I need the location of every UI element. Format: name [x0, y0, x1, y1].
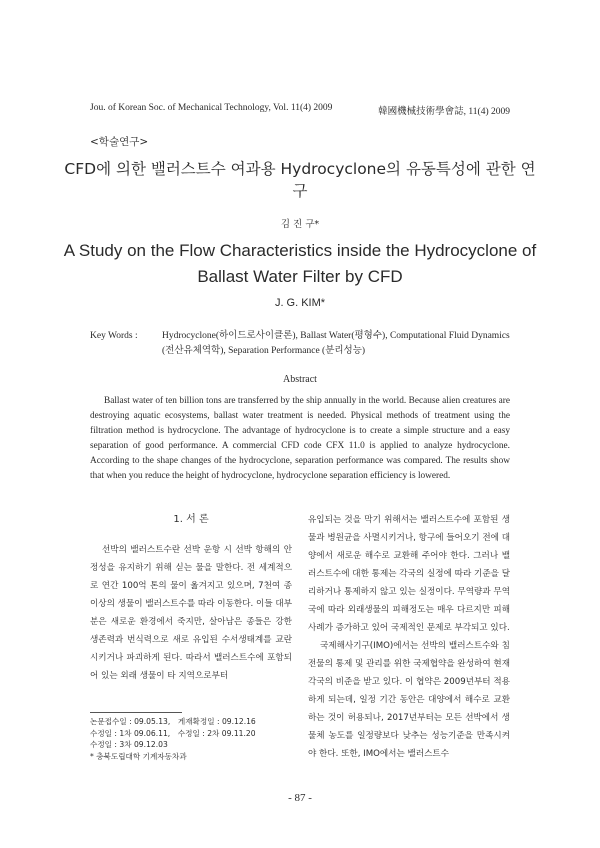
- title-english: A Study on the Flow Characteristics inside the Hydrocyclone of Ballast Water Filter by CFD: [63, 241, 537, 286]
- journal-header-korean: 韓國機械技術學會誌, 11(4) 2009: [378, 107, 510, 117]
- abstract-body: Ballast water of ten billion tons are transferred by the ship annually in the world. Because alien creatures are destroying aquatic ecosystems, ballast water treatment is needed. Physical methods of treatment using the filtration method is hydrocyclone. The advantage of hydrocyclone is to create a simple structure and a easy separation of good performance. A commercial CFD code CFX 11.0 is applied to analyze hydrocyclone. According to the shape changes of the hydrocyclone, separation performance was compared. The results show that when you reduce the height of hydrocyclone, hydrocyclone separation efficiency is lowered.: [90, 396, 510, 481]
- left-column: [90, 511, 292, 685]
- footnote-affiliation: * 충북도립대학 기계자동차과: [90, 751, 187, 761]
- intro-paragraph-right-1: 유입되는 것을 막기 위해서는 밸러스트수에 포함된 생물과 병원균을 사멸시키거나, 항구에 들어오기 전에 대양에서 새로운 해수로 교환해 주어야 한다. 그러나 밸러스트수에 대한 통제는 각국의 실정에 따라 기준을 달리하거나 통제하지 않고 있는 실정이다. 무역량과 무역국에 따라 외래생물의 피해정도는 매우 다르지만 피해사례가 증가하고 있어 국제적인 문제로 부각되고 있다.: [308, 515, 510, 633]
- footnote-divider: [90, 712, 182, 713]
- section-heading-introduction: 1. 서 론: [173, 514, 209, 525]
- footnote-revision-date-3: 수정일 : 3차 09.12.03: [90, 740, 168, 749]
- right-column: [308, 511, 510, 763]
- footnote-received-date: 논문접수일 : 09.05.13, 게재확정일 : 09.12.16: [90, 717, 256, 726]
- keywords-text: Hydrocyclone(하이드로사이클론), Ballast Water(평형수), Computational Fluid Dynamics (전산유체역학), Separation Performance (분리성능): [162, 331, 510, 356]
- page-number: - 87 -: [288, 792, 312, 804]
- article-category-tag: <학술연구>: [90, 136, 149, 148]
- footnote-revision-dates: 수정일 : 1차 09.06.11, 수정일 : 2차 09.11.20: [90, 728, 256, 738]
- journal-header-english: Jou. of Korean Soc. of Mechanical Technology, Vol. 11(4) 2009: [90, 103, 333, 113]
- intro-paragraph-right-2: 국제해사기구(IMO)에서는 선박의 밸러스트수와 침전물의 통제 및 관리를 위한 국제협약을 완성하여 현재 각국의 비준을 받고 있다. 이 협약은 2009년부터 적용하게 되는데, 일정 기간 동안은 대양에서 해수로 교환하는 것이 허용되나, 2017년부터는 모든 선박에서 생물체 농도를 일정량보다 낮추는 성능기준을 만족시켜야 한다. 또한, IMO에서는 밸러스트수: [308, 641, 510, 759]
- author-korean: 김 진 구*: [280, 219, 320, 230]
- keywords-label: Key Words :: [90, 331, 138, 341]
- intro-paragraph-left: 선박의 밸러스트수란 선박 운항 시 선박 항해의 안정성을 유지하기 위해 싣는 물을 말한다. 전 세계적으로 연간 100억 톤의 물이 옮겨지고 있으며, 7천여 종 이상의 생물이 밸러스트수를 따라 이동한다. 이들 대부분은 새로운 환경에서 죽지만, 살아남은 종들은 강한 생존력과 번식력으로 새로 유입된 수서생태계를 교란시키거나 파괴하게 된다. 따라서 밸러스트수에 포함되어 있는 외래 생물이 타 지역으로부터: [90, 545, 292, 681]
- author-english: J. G. KIM*: [274, 297, 326, 309]
- keywords-block: [90, 329, 520, 359]
- abstract-heading: Abstract: [283, 374, 317, 385]
- title-korean: CFD에 의한 밸러스트수 여과용 Hydrocyclone의 유동특성에 관한 연구: [64, 160, 536, 200]
- footnotes: [90, 716, 300, 762]
